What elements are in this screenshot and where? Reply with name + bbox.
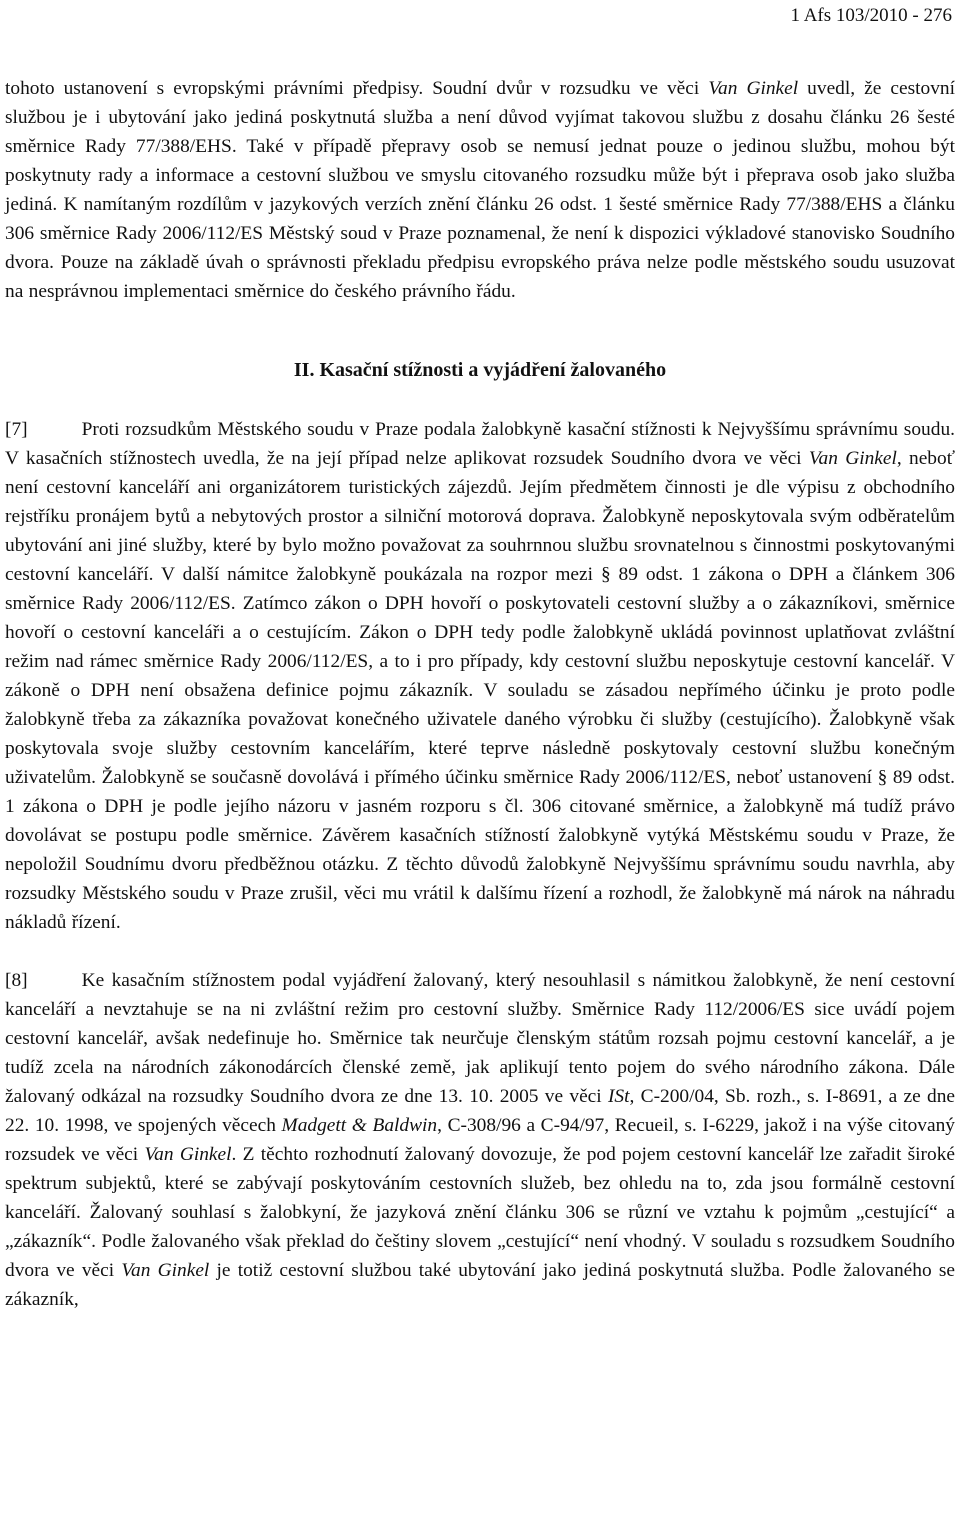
- paragraph-number: [8]: [5, 970, 28, 991]
- text-run: tohoto ustanovení s evropskými právními předpisy. Soudní dvůr v rozsudku ve věci: [5, 78, 709, 99]
- paragraph-gap: [5, 937, 955, 966]
- case-name-italic: Van Ginkel: [144, 1144, 232, 1165]
- text-run: , C-308/96 a C-94/97, Recueil, s. I-6229, jakož i na výše citovaný rozsudek ve věci: [5, 1115, 955, 1165]
- case-name-italic: ISt: [607, 1086, 630, 1107]
- section-heading: II. Kasační stížnosti a vyjádření žalovaného: [293, 359, 667, 381]
- paragraph-number: [7]: [5, 419, 28, 440]
- document-body: [5, 74, 955, 1314]
- text-run: je totiž cestovní službou také ubytování jako jediná poskytnutá služba. Podle žalovaného se zákazník,: [5, 1260, 956, 1310]
- text-run: , neboť není cestovní kanceláří ani organizátorem turistických zájezdů. Jejím předmětem činnosti je dle výpisu z obchodního rejstříku pronájem bytů a nebytových prostor a silniční motorová doprava. Žalobkyně neposkytovala svým odběratelům ubytování ani jiné služby, které by bylo možno považovat za souhrnnou službu srovnatelnou s činnostmi poskytovanými cestovní kanceláří. V další námitce žalobkyně poukázala na rozpor mezi § 89 odst. 1 zákona o DPH a článkem 306 směrnice Rady 2006/112/ES. Zatímco zákon o DPH hovoří o poskytovateli cestovní služby a o zákazníkovi, směrnice hovoří o cestovní kanceláři a o cestujícím. Zákon o DPH tedy podle žalobkyně ukládá povinnost uplatňovat zvláštní režim nad rámec směrnice Rady 2006/112/ES, a to i pro případy, kdy cestovní službu neposkytuje cestovní kancelář. V zákoně o DPH není obsažena definice pojmu zákazník. V souladu se zásadou nepřímého účinku je proto podle žalobkyně třeba za zákazníka považovat konečného uživatele daného výrobku či služby (cestujícího). Žalobkyně však poskytovala svoje služby cestovním kancelářím, které teprve následně poskytovaly cestovní službu konečným uživatelům. Žalobkyně se současně dovolává i přímého účinku směrnice Rady 2006/112/ES, neboť ustanovení § 89 odst. 1 zákona o DPH je podle jejího názoru v jasném rozporu s čl. 306 citované směrnice, a žalobkyně má tudíž právo dovolávat se postupu podle směrnice. Závěrem kasačních stížností žalobkyně vytýká Městskému soudu v Praze, že nepoložil Soudnímu dvoru předběžnou otázku. Z těchto důvodů žalobkyně Nejvyššímu správnímu soudu navrhla, aby rozsudky Městského soudu v Praze zrušil, věci mu vrátil k dalšímu řízení a rozhodl, že žalobkyně má nárok na náhradu nákladů řízení.: [5, 448, 955, 933]
- paragraph-8: [5, 966, 955, 1314]
- text-run: , C-200/04, Sb. rozh., s. I-8691, a ze dne 22. 10. 1998, ve spojených věcech: [5, 1086, 955, 1136]
- case-name-italic: Madgett & Baldwin: [281, 1115, 438, 1136]
- case-name-italic: Van Ginkel: [121, 1260, 210, 1281]
- case-reference-header: 1 Afs 103/2010 - 276: [790, 5, 952, 26]
- text-run: . Z těchto rozhodnutí žalovaný dovozuje, že pod pojem cestovní kancelář lze zařadit široké spektrum subjektů, které se zabývají poskytováním cestovních služeb, bez ohledu na to, zda jsou formálně cestovní kanceláří. Žalovaný souhlasí s žalobkyní, že jazyková znění článku 306 se různí ve vztahu k pojmům „cestující“ a „zákazník“. Podle žalovaného však překlad do češtiny slovem „cestující“ není vhodný. V souladu s rozsudkem Soudního dvora ve věci: [5, 1144, 955, 1281]
- paragraph-7: [5, 415, 955, 937]
- paragraph-continuation: [5, 74, 955, 306]
- case-name-italic: Van Ginkel: [708, 78, 799, 99]
- case-name-italic: Van Ginkel: [808, 448, 897, 469]
- text-run: Proti rozsudkům Městského soudu v Praze podala žalobkyně kasační stížnosti k Nejvyššímu správnímu soudu. V kasačních stížnostech uvedla, že na její případ nelze aplikovat rozsudek Soudního dvora ve věci: [5, 419, 955, 469]
- text-run: Ke kasačním stížnostem podal vyjádření žalovaný, který nesouhlasil s námitkou žalobkyně, že není cestovní kanceláří a nevztahuje se na ni zvláštní režim pro cestovní služby. Směrnice Rady 112/2006/ES sice uvádí pojem cestovní kancelář, avšak nedefinuje ho. Směrnice tak neurčuje členským státům rozsah pojmu cestovní kancelář, a je tudíž zcela na národních zákonodárcích členské země, jak aplikují tento pojem do svého národního zákona. Dále žalovaný odkázal na rozsudky Soudního dvora ze dne 13. 10. 2005 ve věci: [5, 970, 955, 1107]
- text-run: uvedl, že cestovní službou je i ubytování jako jediná poskytnutá služba a není důvod vyjímat takovou službu z dosahu článku 26 šesté směrnice Rady 77/388/EHS. Také v případě přepravy osob se nemusí jednat pouze o jedinou službu, mohou být poskytnuty rady a informace a cestovní službou ve smyslu citovaného rozsudku může být i přeprava osob jako služba jediná. K namítaným rozdílům v jazykových verzích znění článku 26 odst. 1 šesté směrnice Rady 77/388/EHS a článku 306 směrnice Rady 2006/112/ES Městský soud v Praze poznamenal, že není k dispozici výkladové stanovisko Soudního dvora. Pouze na základě úvah o správnosti překladu předpisu evropského práva nelze podle městského soudu usuzovat na nesprávnou implementaci směrnice do českého právního řádu.: [5, 78, 956, 302]
